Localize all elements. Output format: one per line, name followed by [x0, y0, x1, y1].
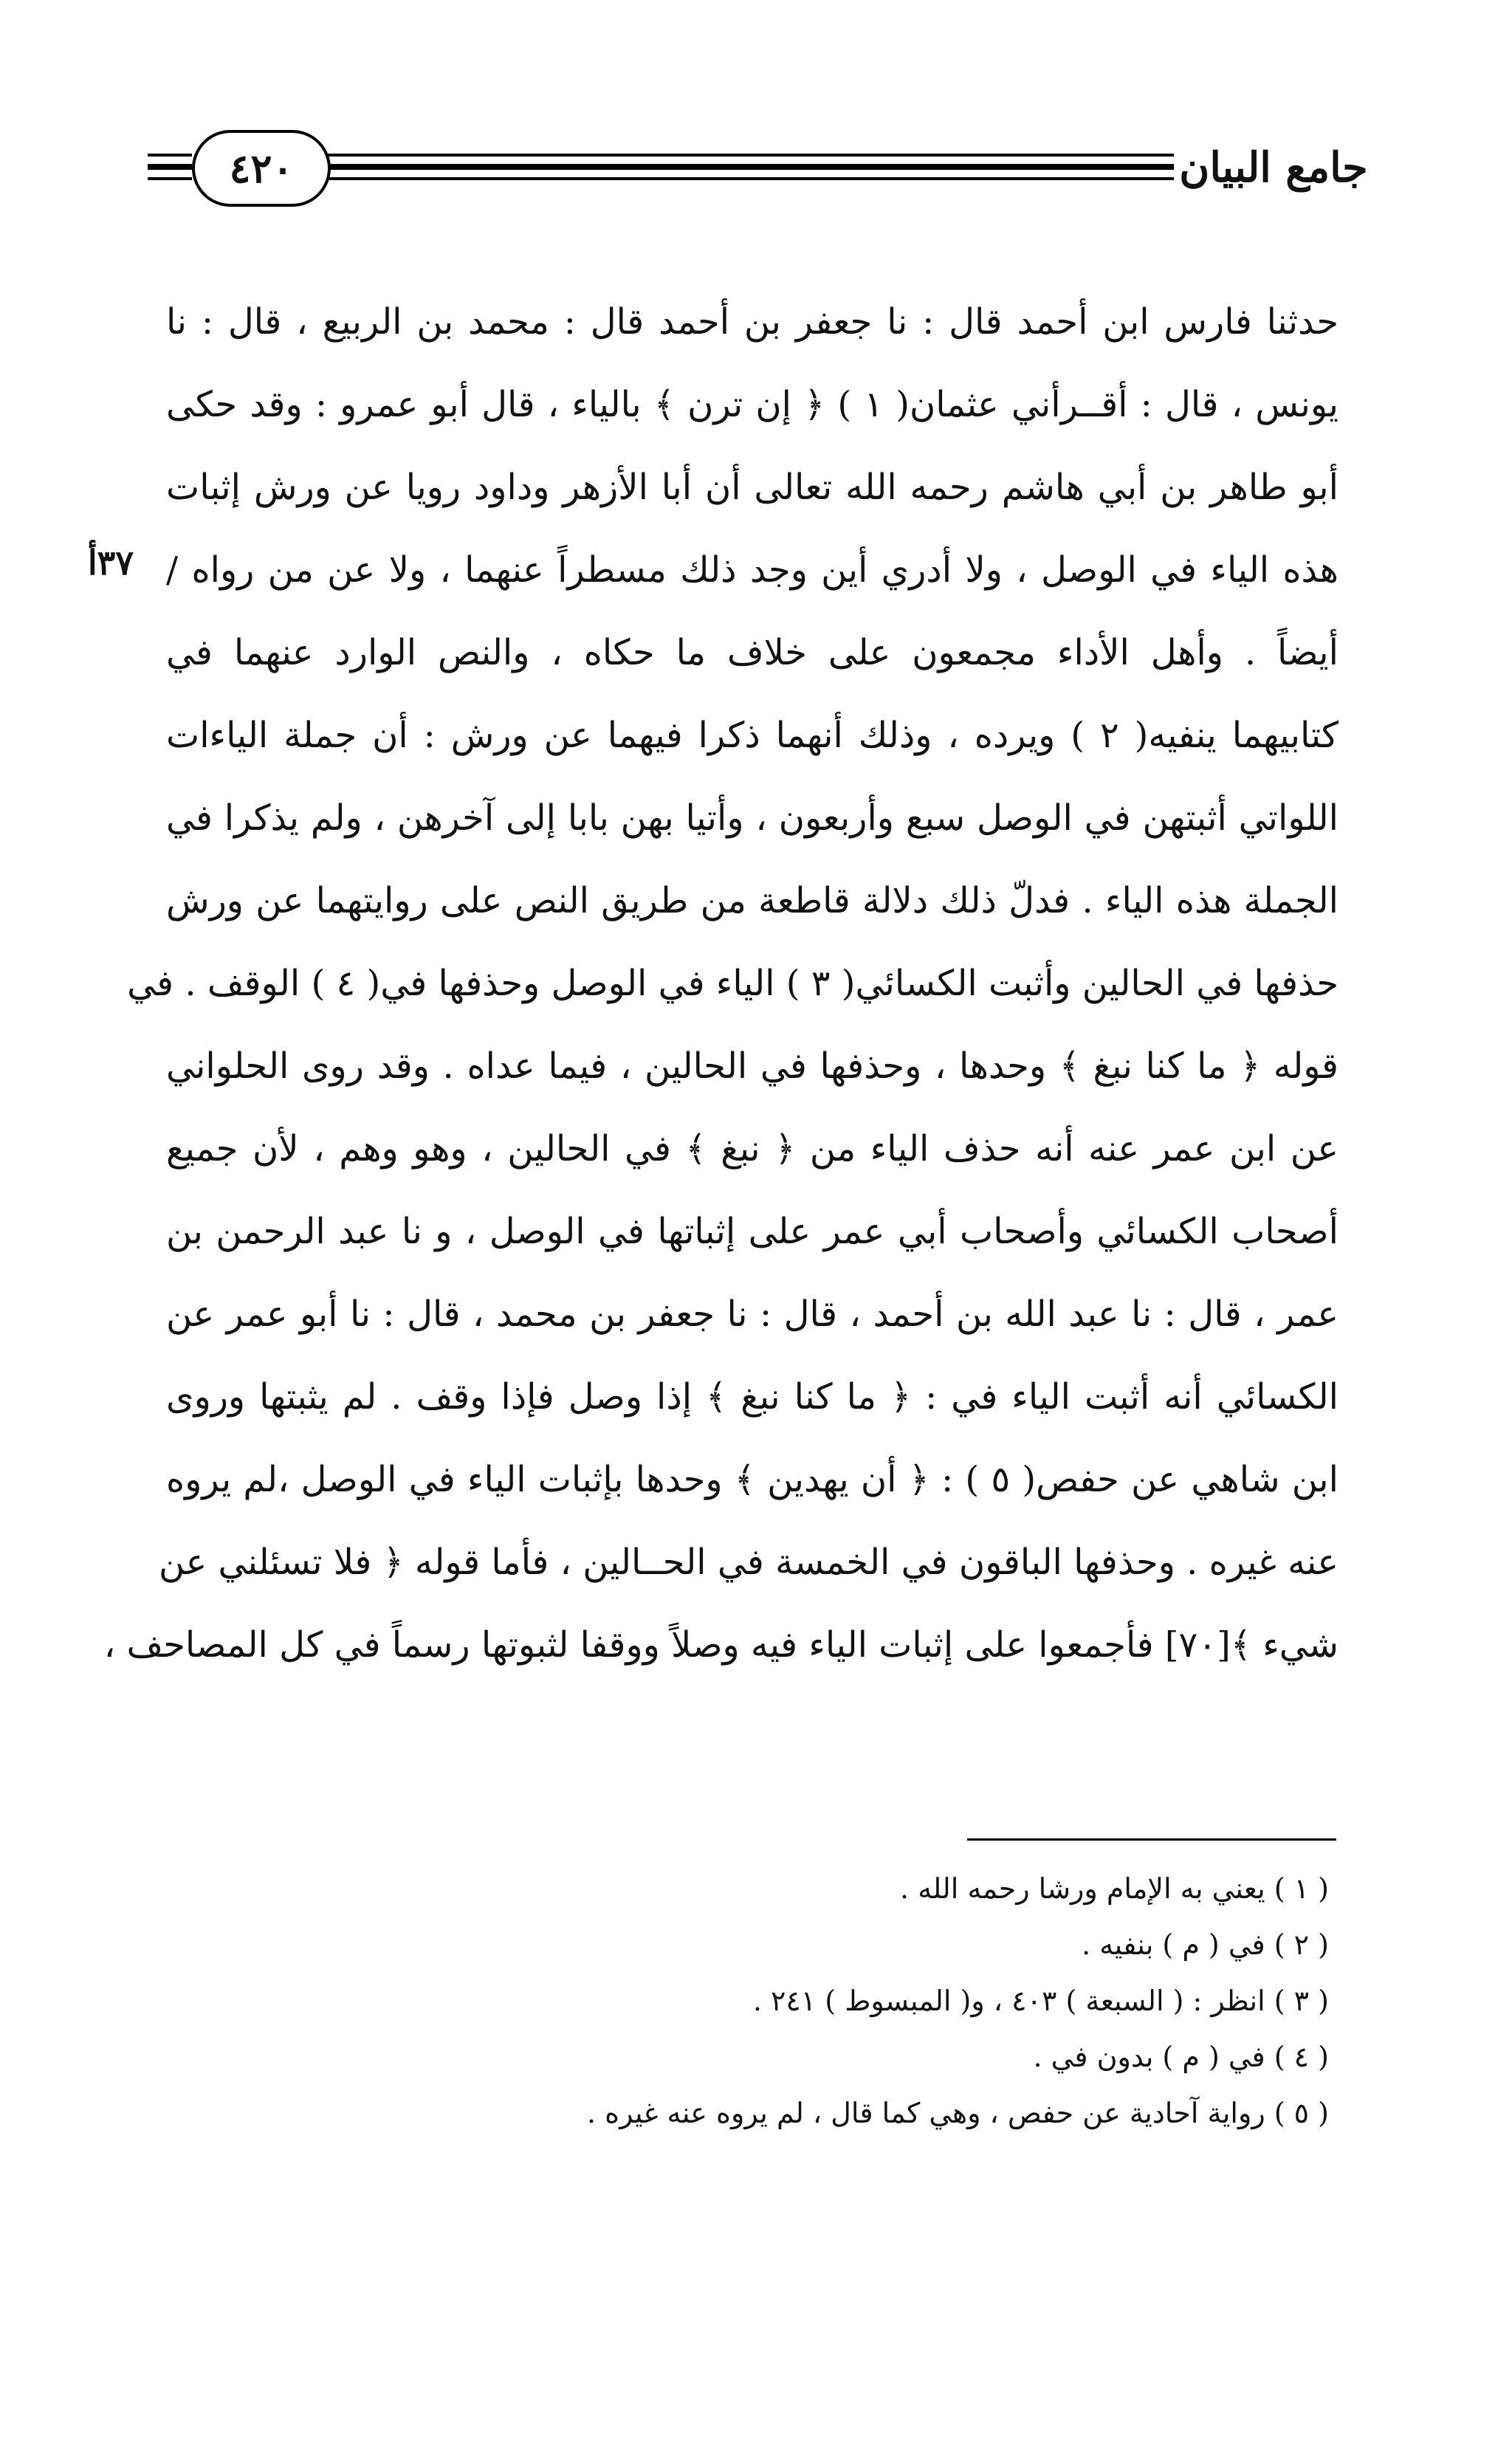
text-line: كتابيهما ينفيه( ٢ ) ويرده ، وذلك أنهما ذكرا فيهما عن ورش : أن جملة الياءات [166, 715, 1339, 756]
footnote: ( ٥ ) رواية آحادية عن حفص ، وهي كما قال ، لم يروه عنه غيره . [587, 2097, 1329, 2129]
header-rule [314, 177, 1178, 180]
text-line: هذه الياء في الوصل ، ولا أدري أين وجد ذلك مسطراً عنهما ، ولا عن من رواه / [166, 549, 1339, 591]
manuscript-folio-note: ٣٧أ [87, 543, 134, 583]
header-rule [314, 154, 1178, 157]
text-line: الجملة هذه الياء . فدلّ ذلك دلالة قاطعة من طريق النص على روايتهما عن ورش [166, 880, 1339, 921]
running-title: جامع البيان [1174, 134, 1373, 201]
header-rule [148, 154, 192, 157]
page-number: ٤٢٠ [192, 130, 331, 207]
text-line: عمر ، قال : نا عبد الله بن أحمد ، قال : نا جعفر بن محمد ، قال : نا أبو عمر عن [166, 1294, 1339, 1335]
text-line: أيضاً . وأهل الأداء مجمعون على خلاف ما حكاه ، والنص الوارد عنهما في [166, 632, 1339, 673]
header-rule [148, 177, 192, 180]
header-rule [148, 164, 192, 170]
text-line: اللواتي أثبتهن في الوصل سبع وأربعون ، وأتيا بهن بابا إلى آخرهن ، ولم يذكرا في [166, 797, 1339, 839]
text-line: عنه غيره . وحذفها الباقون في الخمسة في الحــالين ، فأما قوله ﴿ فلا تسئلني عن [159, 1542, 1339, 1583]
footnote-separator [967, 1838, 1336, 1841]
footnote: ( ٣ ) انظر : ( السبعة ) ٤٠٣ ، و( المبسوط ) ٢٤١ . [752, 1985, 1329, 2017]
text-line: عن ابن عمر عنه أنه حذف الياء من ﴿ نبغ ﴾ في الحالين ، وهو وهم ، لأن جميع [166, 1128, 1339, 1169]
text-line: يونس ، قال : أقــرأني عثمان( ١ ) ﴿ إن ترن ﴾ بالياء ، قال أبو عمرو : وقد حكى [166, 384, 1339, 425]
text-line: شيء ﴾[٧٠] فأجمعوا على إثبات الياء فيه وصلاً ووقفا لثبوتها رسماً في كل المصاحف ، [103, 1624, 1339, 1666]
text-line: حدثنا فارس ابن أحمد قال : نا جعفر بن أحمد قال : محمد بن الربيع ، قال : نا [166, 301, 1339, 343]
header-rule [314, 164, 1178, 170]
text-line: أبو طاهر بن أبي هاشم رحمه الله تعالى أن أبا الأزهر وداود رويا عن ورش إثبات [166, 467, 1339, 508]
footnotes [517, 1861, 1329, 2141]
page-header [133, 118, 1373, 221]
footnote: ( ١ ) يعني به الإمام ورشا رحمه الله . [900, 1872, 1329, 1905]
text-line: قوله ﴿ ما كنا نبغ ﴾ وحدها ، وحذفها في الحالين ، فيما عداه . وقد روى الحلواني [166, 1045, 1339, 1087]
text-line: أصحاب الكسائي وأصحاب أبي عمر على إثباتها في الوصل ، و نا عبد الرحمن بن [166, 1211, 1339, 1252]
footnote: ( ٢ ) في ( م ) بنفيه . [1082, 1928, 1329, 1961]
text-line: الكسائي أنه أثبت الياء في : ﴿ ما كنا نبغ ﴾ إذا وصل فإذا وقف . لم يثبتها وروى [166, 1376, 1339, 1418]
footnote: ( ٤ ) في ( م ) بدون في . [1033, 2041, 1329, 2073]
text-line: حذفها في الحالين وأثبت الكسائي( ٣ ) الياء في الوصل وحذفها في( ٤ ) الوقف . في [127, 963, 1339, 1004]
text-line: ابن شاهي عن حفص( ٥ ) : ﴿ أن يهدين ﴾ وحدها بإثبات الياء في الوصل ،لم يروه [166, 1459, 1339, 1500]
